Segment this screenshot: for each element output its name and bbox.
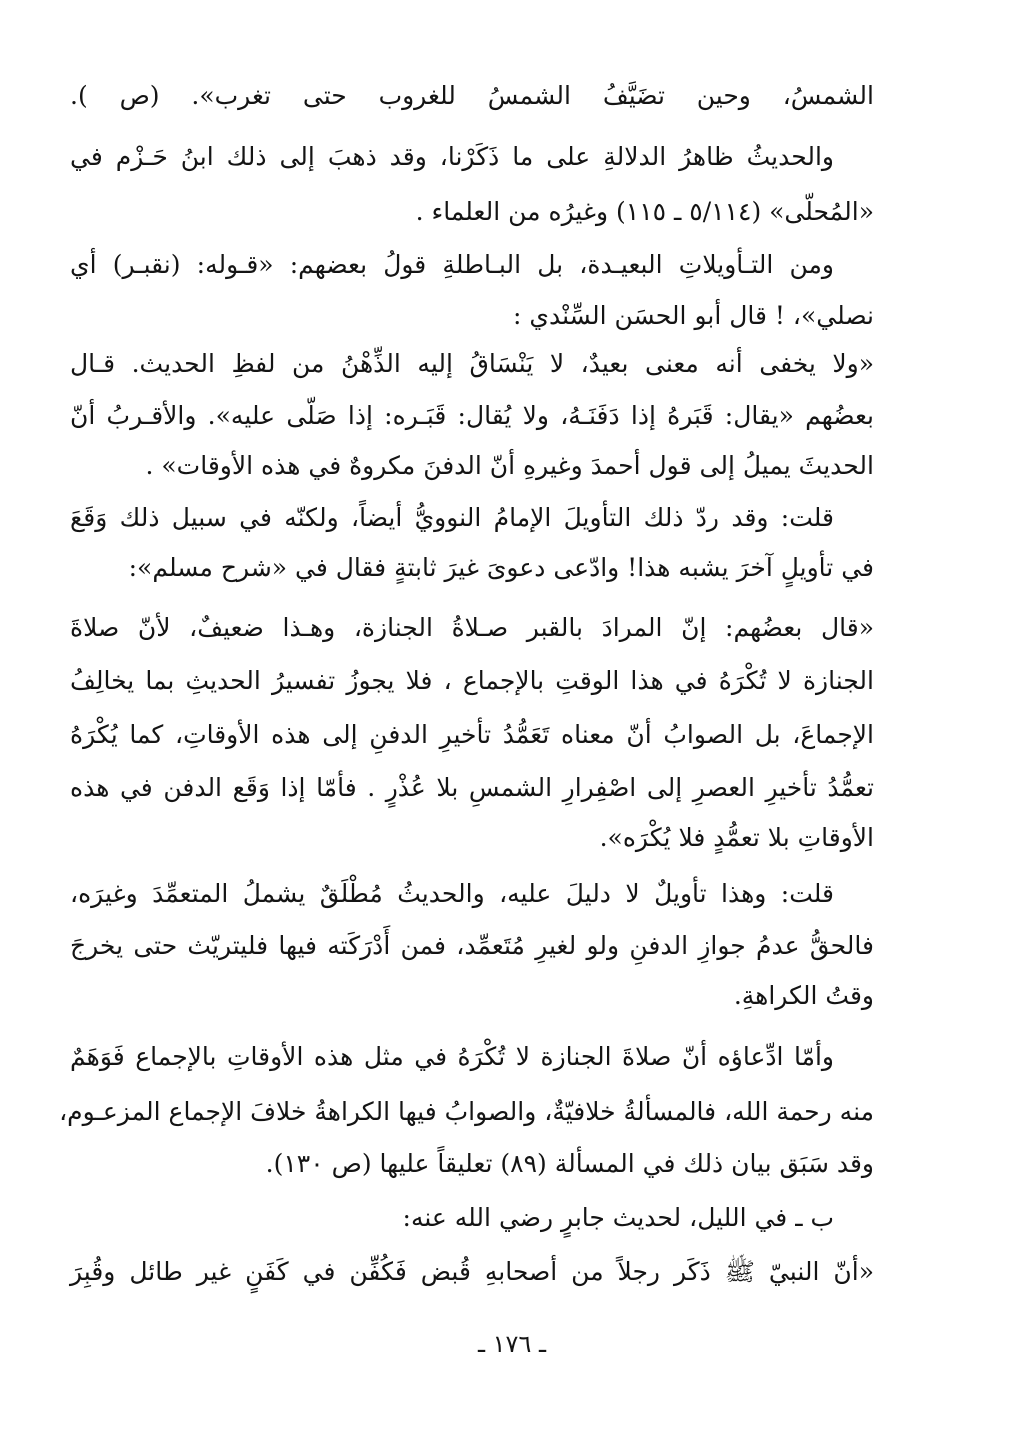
text-line: «قال بعضُهم: إنّ المرادَ بالقبر صـلاةُ الجنازة، وهـذا ضعيفٌ، لأنّ صلاةَ (70, 613, 874, 642)
text-line: «المُحلّى» (٥/١١٤ ـ ١١٥) وغيرُه من العلماء . (415, 197, 874, 226)
text-line: بعضُهم «يقال: قَبَرهُ إذا دَفَنَـهُ، ولا يُقال: قَبَـره: إذا صَلّى عليه». والأقـربُ أنّ (70, 401, 874, 430)
text-line: الأوقاتِ بلا تعمُّدٍ فلا يُكْرَه». (599, 823, 874, 852)
text-line: الشمسُ، وحين تضَيَّفُ الشمسُ للغروب حتى تغرب». (ص ). (70, 81, 874, 110)
text-line: نصلي»، ! قال أبو الحسَن السِّنْدي : (513, 301, 874, 330)
text-line: ومن التـأويلاتِ البعيـدة، بل البـاطلةِ قولُ بعضهم: «قـوله: (نقبـر) أي (70, 250, 834, 279)
page-number: ـ ١٧٦ ـ (477, 1330, 546, 1358)
text-line: فالحقُّ عدمُ جوازِ الدفنِ ولو لغيرِ مُتَعمِّد، فمن أَدْرَكَته فيها فليتريّث حتى يخرجَ (70, 931, 874, 960)
text-line: الجنازة لا تُكْرَهُ في هذا الوقتِ بالإجماع ، فلا يجوزُ تفسيرُ الحديثِ بما يخالِفُ (70, 666, 874, 695)
text-line: والحديثُ ظاهرُ الدلالةِ على ما ذَكَرْنا، وقد ذهبَ إلى ذلك ابنُ حَـزْم في (70, 142, 834, 171)
text-line: ب ـ في الليل، لحديث جابرٍ رضي الله عنه: (402, 1203, 834, 1232)
text-line: «أنّ النبيّ ﷺ ذَكَر رجلاً من أصحابهِ قُبض فَكُفِّن في كَفَنٍ غير طائل وقُبِرَ (70, 1257, 874, 1286)
text-line: قلت: وقد ردّ ذلك التأويلَ الإمامُ النوويُّ أيضاً، ولكنّه في سبيل ذلك وَقَعَ (70, 503, 834, 532)
text-line: في تأويلٍ آخرَ يشبه هذا! وادّعى دعوىَ غيرَ ثابتةٍ فقال في «شرح مسلم»: (128, 553, 874, 582)
text-line: وقتُ الكراهةِ. (733, 981, 874, 1010)
text-line: وقد سَبَق بيان ذلك في المسألة (٨٩) تعليقاً عليها (ص ١٣٠). (265, 1149, 874, 1178)
text-line: الإجماعَ، بل الصوابُ أنّ معناه تَعَمُّدُ تأخيرِ الدفنِ إلى هذه الأوقاتِ، كما يُكْرَهُ (70, 720, 874, 749)
text-line: وأمّا ادِّعاؤه أنّ صلاةَ الجنازة لا تُكْرَهُ في مثل هذه الأوقاتِ بالإجماع فَوَهَمٌ (70, 1042, 834, 1071)
text-line: الحديثَ يميلُ إلى قول أحمدَ وغيرهِ أنّ الدفنَ مكروهٌ في هذه الأوقات» . (145, 451, 874, 480)
text-line: منه رحمة الله، فالمسألةُ خلافيّةٌ، والصوابُ فيها الكراهةُ خلافَ الإجماع المزعـوم، (59, 1097, 874, 1126)
text-line: «ولا يخفى أنه معنى بعيدٌ، لا يَنْسَاقُ إليه الذِّهْنُ من لفظِ الحديث. قـال (70, 349, 874, 378)
text-line: قلت: وهذا تأويلٌ لا دليلَ عليه، والحديثُ مُطْلَقٌ يشملُ المتعمِّدَ وغيرَه، (70, 879, 834, 908)
text-line: تعمُّدُ تأخيرِ العصرِ إلى اصْفِرارِ الشمسِ بلا عُذْرٍ . فأمّا إذا وَقَع الدفن في هذه (70, 773, 874, 802)
